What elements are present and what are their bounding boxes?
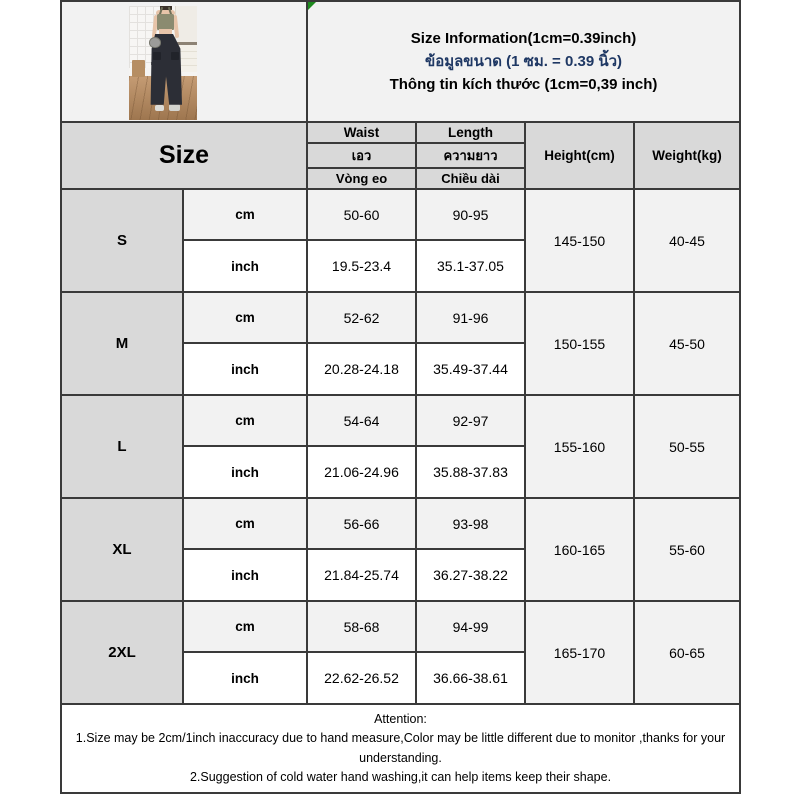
unit-cm-label: cm	[183, 498, 307, 549]
size-s-length-inch: 35.1-37.05	[416, 240, 525, 292]
attention-line-2: 2.Suggestion of cold water hand washing,it can help items keep their shape.	[189, 769, 612, 784]
size-l-weight: 50-55	[634, 395, 740, 498]
attention-title: Attention:	[374, 711, 427, 726]
size-m-waist-inch: 20.28-24.18	[307, 343, 416, 395]
weight-header: Weight(kg)	[634, 122, 740, 189]
size-info-title-vi: Thông tin kích thước (1cm=0,39 inch)	[389, 76, 658, 94]
white-sneaker	[155, 105, 164, 111]
size-m-height: 150-155	[525, 292, 634, 395]
size-2xl-length-inch: 36.66-38.61	[416, 652, 525, 704]
cargo-pocket	[171, 52, 179, 60]
unit-cm-label: cm	[183, 292, 307, 343]
size-l-label: L	[61, 395, 183, 498]
size-s-waist-inch: 19.5-23.4	[307, 240, 416, 292]
unit-cm-label: cm	[183, 395, 307, 446]
unit-inch-label: inch	[183, 240, 307, 292]
size-s-height: 145-150	[525, 189, 634, 292]
white-sneaker	[169, 104, 180, 111]
unit-cm-label: cm	[183, 601, 307, 652]
hand-bag	[149, 37, 161, 48]
size-xl-length-cm: 93-98	[416, 498, 525, 549]
height-header: Height(cm)	[525, 122, 634, 189]
size-xl-length-inch: 36.27-38.22	[416, 549, 525, 601]
size-m-waist-cm: 52-62	[307, 292, 416, 343]
size-xl-waist-cm: 56-66	[307, 498, 416, 549]
size-l-height: 155-160	[525, 395, 634, 498]
size-2xl-length-cm: 94-99	[416, 601, 525, 652]
length-header-en: Length	[416, 122, 525, 143]
row-s-cm	[61, 189, 740, 240]
size-m-length-inch: 35.49-37.44	[416, 343, 525, 395]
length-header-vi: Chiều dài	[416, 168, 525, 189]
attention-line-1: 1.Size may be 2cm/1inch inaccuracy due to hand measure,Color may be little different due to monitor ,thanks for your understanding.	[75, 731, 726, 765]
size-xl-height: 160-165	[525, 498, 634, 601]
size-s-weight: 40-45	[634, 189, 740, 292]
waist-header-th: เอว	[307, 143, 416, 168]
size-info-title-en: Size Information(1cm=0.39inch)	[410, 29, 637, 47]
size-m-length-cm: 91-96	[416, 292, 525, 343]
row-m-cm	[61, 292, 740, 343]
unit-inch-label: inch	[183, 446, 307, 498]
wood-stool	[132, 60, 145, 77]
size-s-label: S	[61, 189, 183, 292]
size-l-waist-inch: 21.06-24.96	[307, 446, 416, 498]
product-photo	[129, 6, 197, 120]
olive-tank-top	[157, 14, 174, 30]
row-xl-cm	[61, 498, 740, 549]
cargo-pocket	[153, 52, 161, 60]
attention-row	[61, 704, 740, 793]
row-2xl-cm	[61, 601, 740, 652]
size-m-label: M	[61, 292, 183, 395]
header-row-en	[61, 122, 740, 143]
size-s-length-cm: 90-95	[416, 189, 525, 240]
size-l-length-cm: 92-97	[416, 395, 525, 446]
size-2xl-height: 165-170	[525, 601, 634, 704]
size-information-cell	[307, 1, 740, 122]
size-2xl-waist-cm: 58-68	[307, 601, 416, 652]
top-row	[61, 1, 740, 122]
size-l-length-inch: 35.88-37.83	[416, 446, 525, 498]
waist-header-vi: Vòng eo	[307, 168, 416, 189]
size-s-waist-cm: 50-60	[307, 189, 416, 240]
size-2xl-weight: 60-65	[634, 601, 740, 704]
unit-inch-label: inch	[183, 549, 307, 601]
size-chart-table	[60, 0, 741, 794]
attention-note	[61, 704, 740, 793]
length-header-th: ความยาว	[416, 143, 525, 168]
green-corner-flag-icon	[308, 2, 316, 10]
unit-cm-label: cm	[183, 189, 307, 240]
size-l-waist-cm: 54-64	[307, 395, 416, 446]
size-m-weight: 45-50	[634, 292, 740, 395]
size-xl-label: XL	[61, 498, 183, 601]
size-xl-waist-inch: 21.84-25.74	[307, 549, 416, 601]
row-l-cm	[61, 395, 740, 446]
unit-inch-label: inch	[183, 343, 307, 395]
waist-header-en: Waist	[307, 122, 416, 143]
size-2xl-waist-inch: 22.62-26.52	[307, 652, 416, 704]
size-xl-weight: 55-60	[634, 498, 740, 601]
size-2xl-label: 2XL	[61, 601, 183, 704]
unit-inch-label: inch	[183, 652, 307, 704]
product-image-cell	[61, 1, 307, 122]
size-info-title-th: ข้อมูลขนาด (1 ซม. = 0.39 นิ้ว)	[424, 52, 623, 70]
size-header: Size	[61, 122, 307, 189]
